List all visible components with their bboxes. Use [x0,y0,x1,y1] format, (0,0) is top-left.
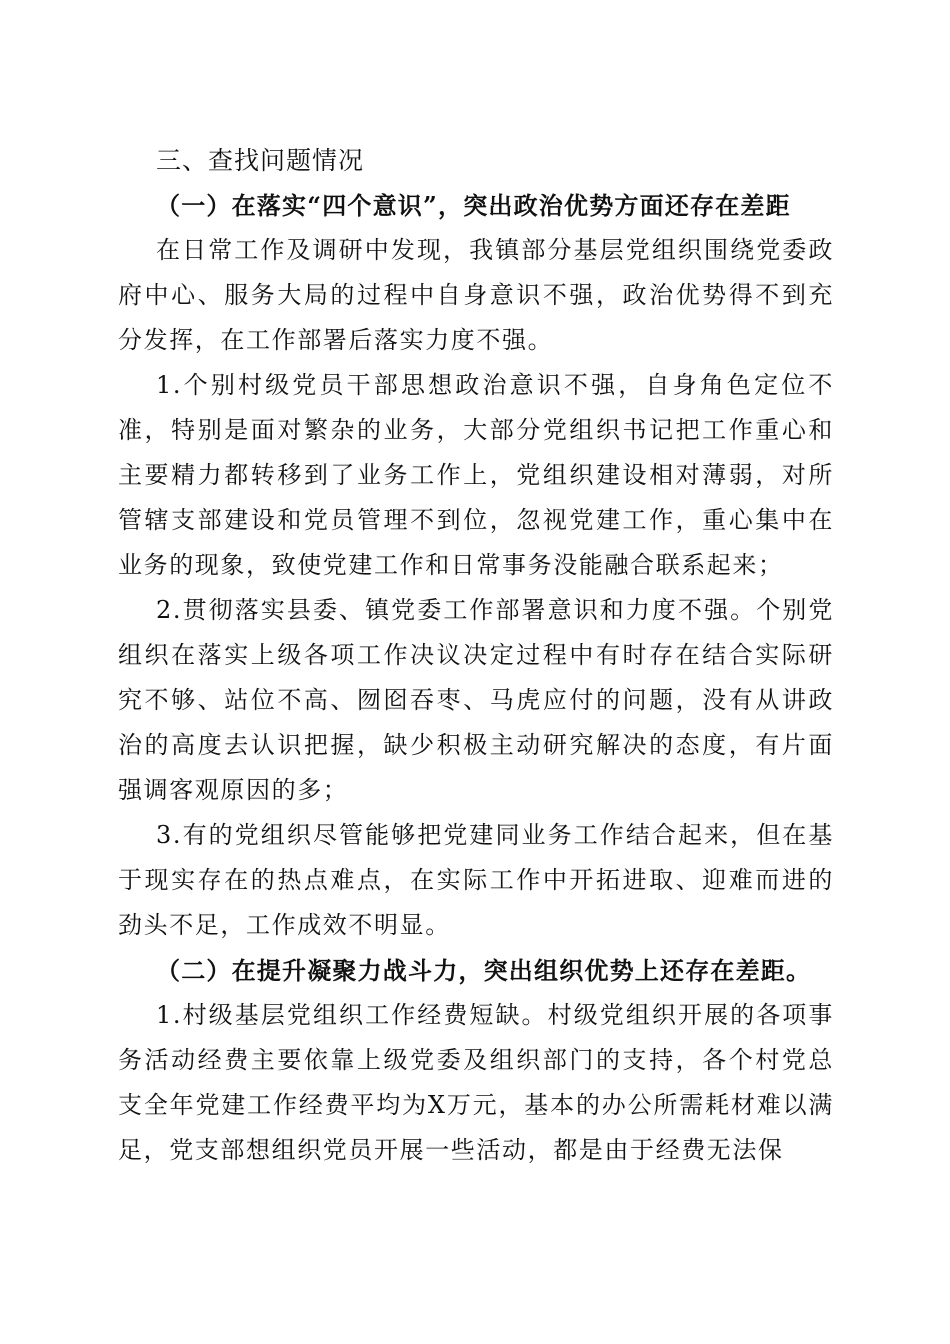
list-item: 1.个别村级党员干部思想政治意识不强，自身角色定位不准，特别是面对繁杂的业务，大部分党组织书记把工作重心和主要精力都转移到了业务工作上，党组织建设相对薄弱，对所管辖支部建设和党员管理不到位，忽视党建工作，重心集中在业务的现象，致使党建工作和日常事务没能融合联系起来； [118,371,834,579]
section-heading: 三、查找问题情况 [156,146,365,175]
list-item: 2.贯彻落实县委、镇党委工作部署意识和力度不强。个别党组织在落实上级各项工作决议决定过程中有时存在结合实际研究不够、站位不高、囫囵吞枣、马虎应付的问题，没有从讲政治的高度去认识把握，缺少积极主动研究解决的态度，有片面强调客观原因的多； [118,596,834,804]
list-item: 3.有的党组织尽管能够把党建同业务工作结合起来，但在基于现实存在的热点难点，在实际工作中开拓进取、迎难而进的劲头不足，工作成效不明显。 [118,821,834,939]
paragraph-intro: 在日常工作及调研中发现，我镇部分基层党组织围绕党委政府中心、服务大局的过程中自身意识不强，政治优势得不到充分发挥，在工作部署后落实力度不强。 [118,236,834,354]
subsection-title-2: （二）在提升凝聚力战斗力，突出组织优势上还存在差距。 [156,956,812,985]
subsection-title-1: （一）在落实“四个意识”，突出政治优势方面还存在差距 [156,191,791,220]
document-body [118,138,834,1173]
list-item: 1.村级基层党组织工作经费短缺。村级党组织开展的各项事务活动经费主要依靠上级党委及组织部门的支持，各个村党总支全年党建工作经费平均为X万元，基本的办公所需耗材难以满足，党支部想组织党员开展一些活动，都是由于经费无法保 [118,1001,834,1164]
